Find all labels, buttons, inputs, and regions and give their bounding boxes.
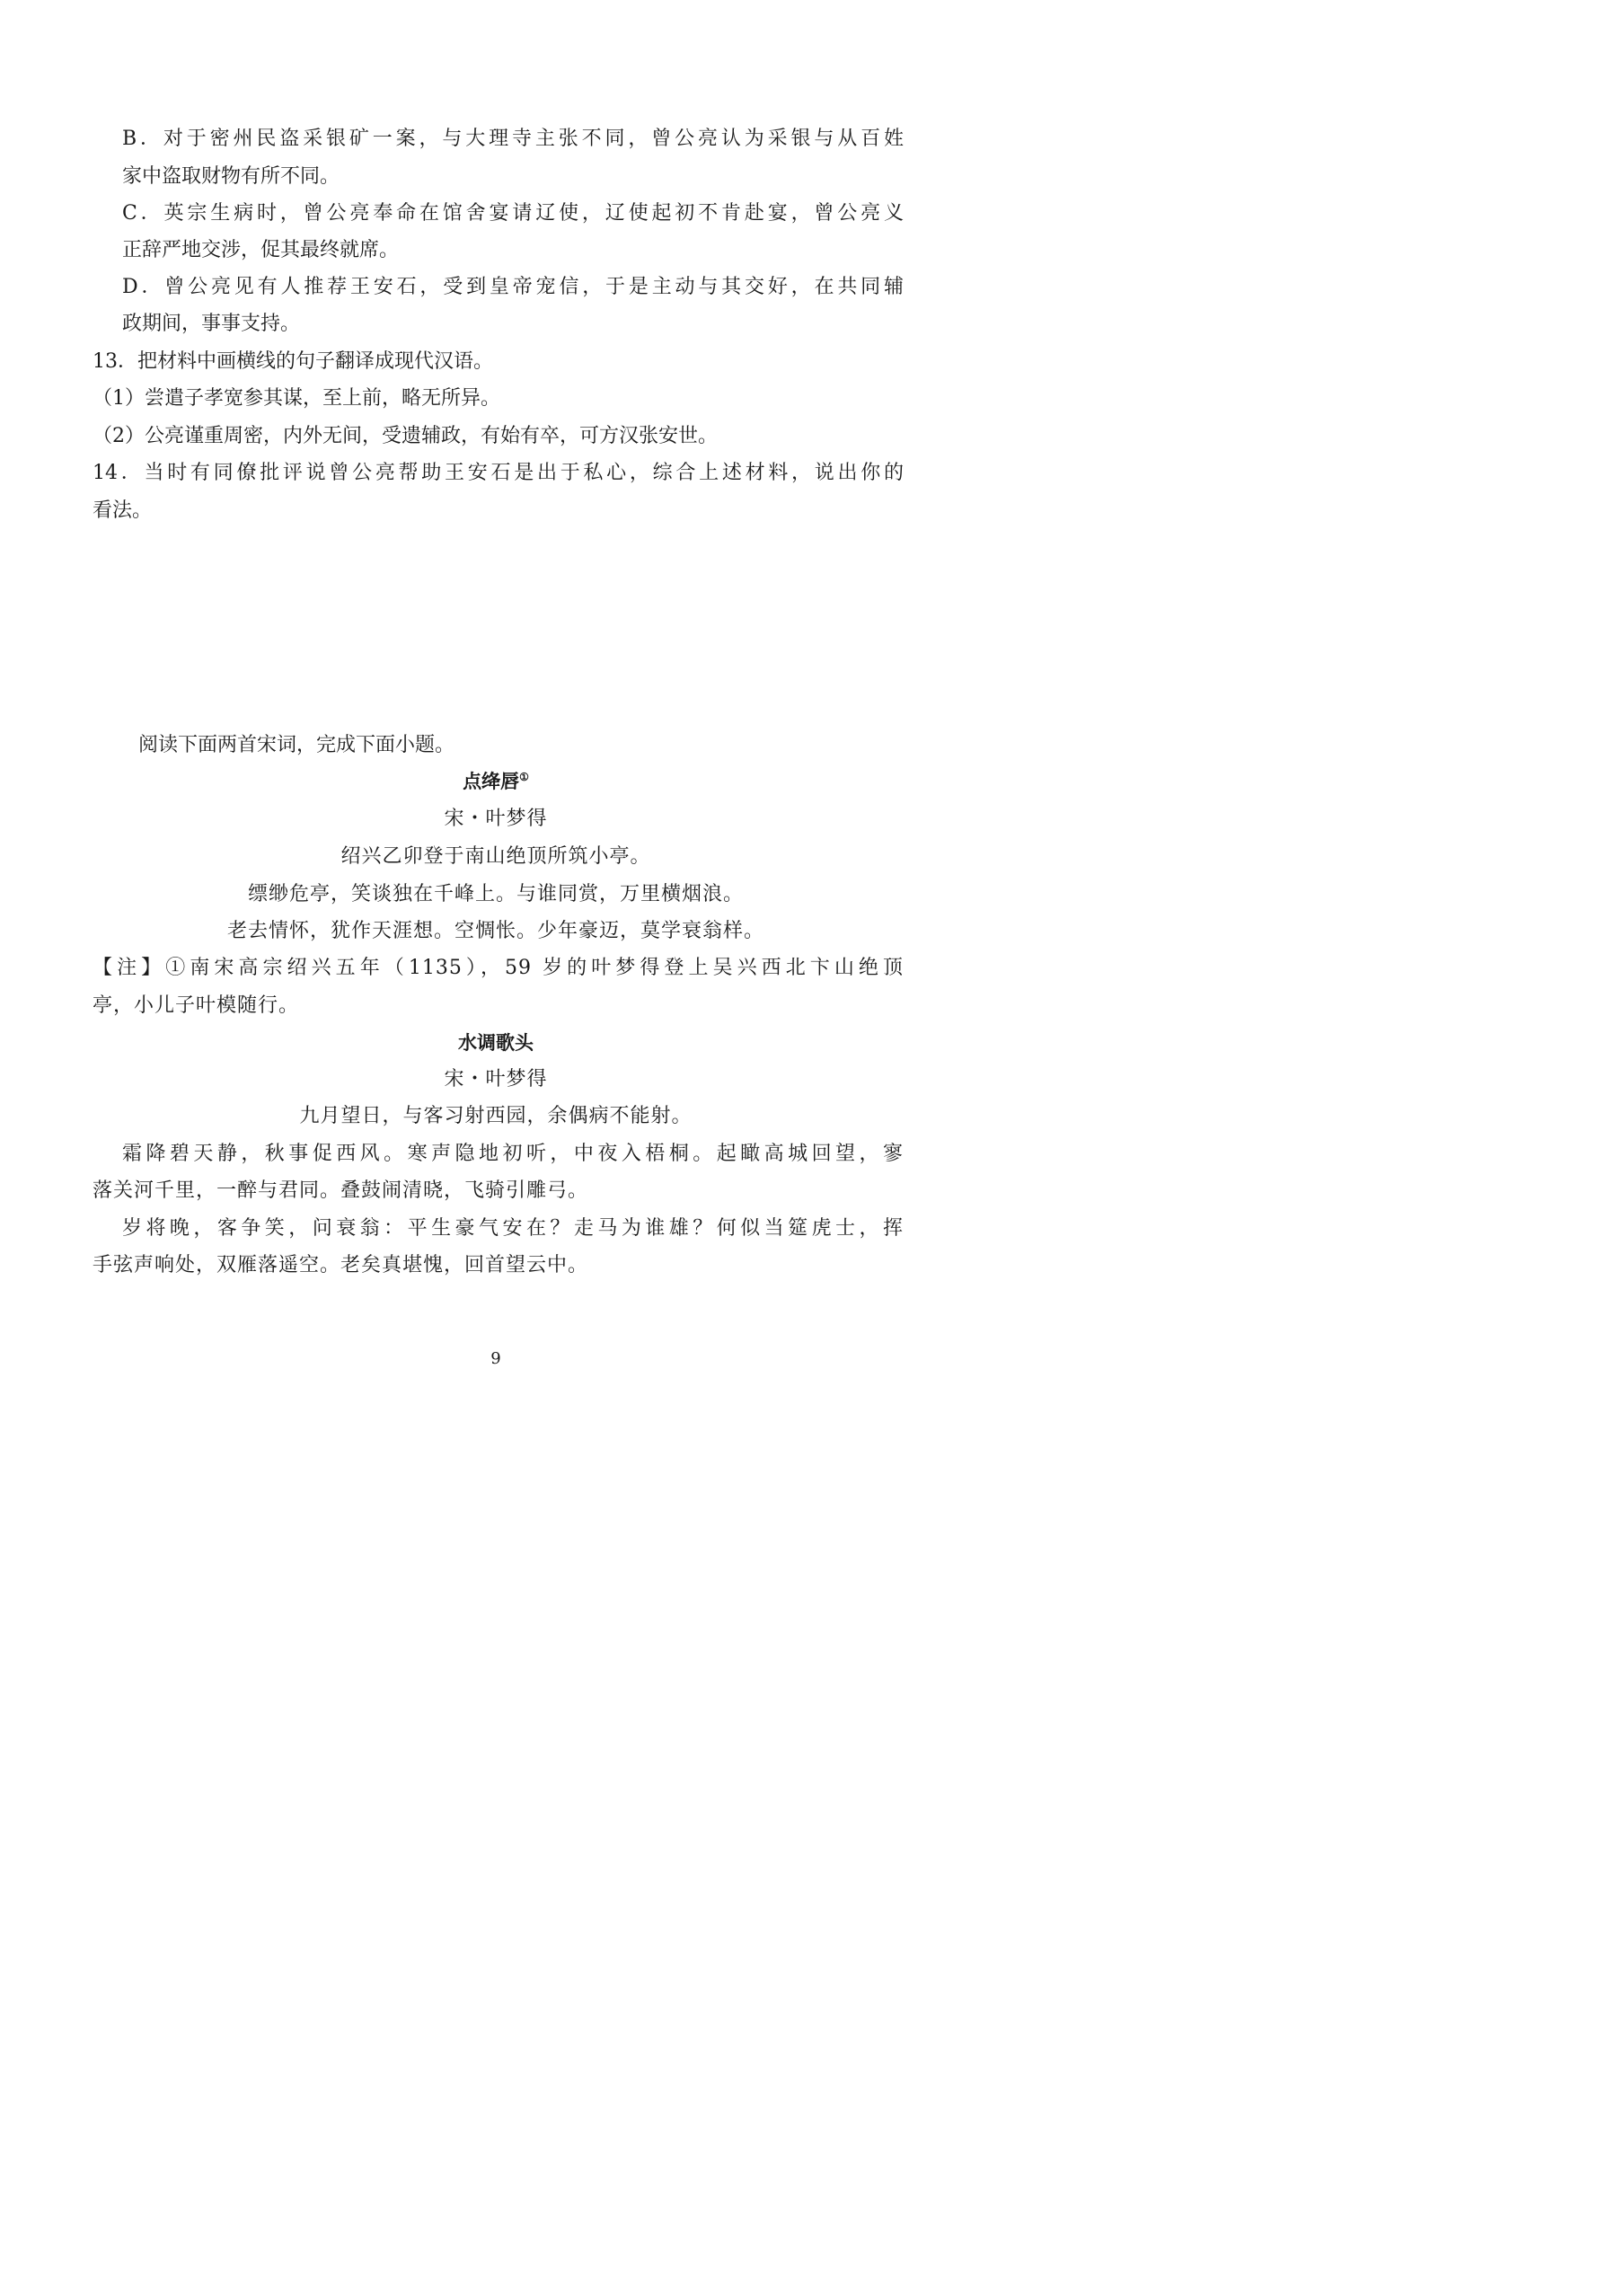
poem-1-preface: 绍兴乙卯登于南山绝顶所筑小亭。 [340, 845, 651, 868]
poem-1-line-1: 缥缈危亭，笑谈独在千峰上。与谁同赏，万里横烟浪。 [247, 883, 744, 905]
poem-2-stanza-1-line-2: 落关河千里，一醉与君同。叠鼓闹清晓，飞骑引雕弓。 [93, 1179, 589, 1202]
poem-1-author: 宋・叶梦得 [444, 808, 548, 830]
question-14-line-1: 14．当时有同僚批评说曾公亮帮助王安石是出于私心，综合上述材料，说出你的 [93, 462, 904, 484]
option-b-line-2: 家中盗取财物有所不同。 [122, 165, 340, 188]
poem-1-title [0, 768, 992, 795]
poem-1-note-mark: ① [519, 771, 529, 783]
poem-1-note-line-1: 【注】①南宋高宗绍兴五年（1135），59 岁的叶梦得登上吴兴西北卞山绝顶 [93, 957, 904, 979]
question-13-part-2: （2）公亮谨重周密，内外无间，受遗辅政，有始有卒，可方汉张安世。 [93, 425, 718, 447]
question-14-line-2: 看法。 [93, 499, 153, 522]
page-number: 9 [490, 1349, 501, 1368]
poem-1-title-text: 点绛唇 [463, 770, 520, 792]
poem-2-stanza-1-line-1: 霜降碧天静，秋事促西风。寒声隐地初听，中夜入梧桐。起瞰高城回望，寥 [122, 1143, 904, 1165]
option-c-line-1: C．英宗生病时，曾公亮奉命在馆舍宴请辽使，辽使起初不肯赴宴，曾公亮义 [122, 202, 904, 225]
option-b-line-1: B．对于密州民盗采银矿一案，与大理寺主张不同，曾公亮认为采银与从百姓 [122, 128, 904, 150]
option-c-line-2: 正辞严地交涉，促其最终就席。 [122, 239, 400, 261]
poem-2-stanza-2-line-1: 岁将晚，客争笑，问衰翁：平生豪气安在？走马为谁雄？何似当筵虎士，挥 [122, 1217, 904, 1240]
poem-1-note-line-2: 亭，小儿子叶模随行。 [93, 994, 300, 1017]
option-d-line-1: D．曾公亮见有人推荐王安石，受到皇帝宠信，于是主动与其交好，在共同辅 [122, 276, 904, 298]
poem-1-line-2: 老去情怀，犹作天涯想。空惆怅。少年豪迈，莫学衰翁样。 [226, 920, 764, 942]
poem-2-preface: 九月望日，与客习射西园，余偶病不能射。 [299, 1105, 693, 1127]
poem-2-stanza-2-line-2: 手弦声响处，双雁落遥空。老矣真堪愧，回首望云中。 [93, 1254, 589, 1276]
reading-intro: 阅读下面两首宋词，完成下面小题。 [138, 734, 455, 756]
poem-2-title: 水调歌头 [458, 1031, 534, 1054]
question-13-part-1: （1）尝遣子孝宽参其谋，至上前，略无所异。 [93, 387, 500, 410]
poem-2-author: 宋・叶梦得 [444, 1068, 548, 1091]
question-13: 13．把材料中画横线的句子翻译成现代汉语。 [93, 350, 493, 373]
option-d-line-2: 政期间，事事支持。 [122, 313, 301, 335]
